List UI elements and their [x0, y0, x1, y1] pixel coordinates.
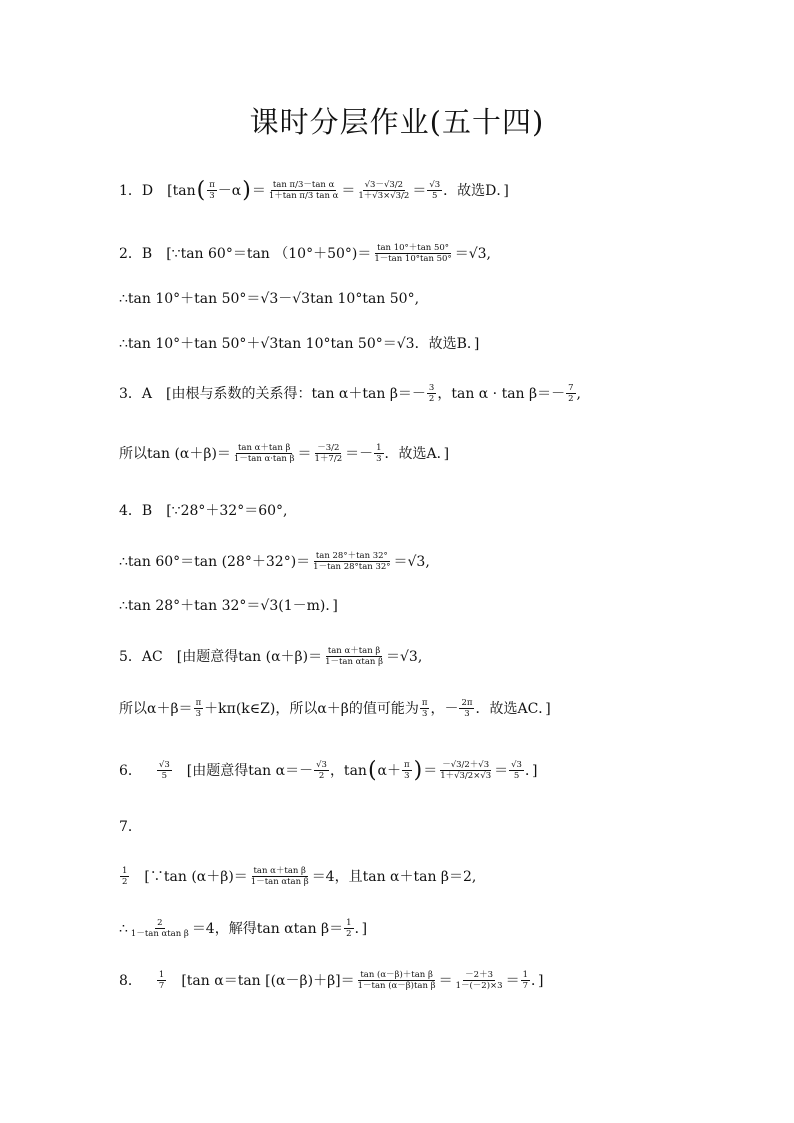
answer-label: 8． — [119, 972, 142, 989]
fraction — [267, 180, 341, 201]
text-run: ＝ — [297, 445, 312, 462]
fraction — [459, 698, 474, 719]
text-run: [由题意得tan (α＋β)＝ — [176, 648, 323, 665]
numerator: π — [404, 760, 410, 770]
text-run: ∴ — [119, 920, 128, 937]
fraction — [372, 243, 453, 264]
text-run: 所以tan (α＋β)＝ — [119, 445, 231, 462]
denominator: 5 — [161, 771, 168, 781]
answer-line — [119, 243, 491, 264]
fraction — [129, 918, 191, 939]
text-run: ．故选D．] — [443, 182, 509, 199]
text-run: α＋ — [377, 762, 401, 779]
denominator: 1－tan 28°tan 32° — [313, 562, 391, 572]
fraction — [454, 970, 505, 991]
text-run: [由题意得tan α＝－ — [172, 762, 314, 779]
denominator: 1＋7/2 — [314, 454, 343, 464]
text-run: , — [576, 385, 581, 402]
denominator: 3 — [464, 709, 470, 719]
denominator: 1＋√3/2×√3 — [440, 771, 492, 781]
answer-line — [119, 290, 419, 308]
denominator: 2 — [346, 929, 352, 939]
fraction — [521, 970, 530, 991]
text-run: －α — [217, 182, 242, 199]
denominator: 5 — [432, 191, 438, 201]
denominator: 2 — [568, 394, 574, 404]
text-run: ＝ — [438, 972, 453, 989]
fraction — [207, 180, 217, 201]
text-run: ＝－ — [345, 445, 374, 462]
text-run: ＝4，解得tan αtan β＝ — [191, 920, 344, 937]
answer-line — [119, 818, 156, 836]
text-run: ，tan α · tan β＝－ — [437, 385, 566, 402]
text-run: ，tan — [329, 762, 367, 779]
text-run: [∵28°＋32°＝60°, — [166, 503, 288, 519]
text-run: ＝√3, — [386, 648, 423, 665]
text-run: ＝4，且tan α＋tan β＝2, — [311, 868, 477, 885]
text-run: ＋kπ(k∈Z)，所以α＋β的值可能为 — [204, 700, 419, 717]
text-run: ．] — [354, 920, 368, 937]
denominator: 1－tan αtan β — [130, 929, 189, 939]
text-run: ＝√3, — [454, 245, 491, 262]
numerator: tan 10°＋tan 50° — [377, 243, 450, 253]
answer-line — [119, 177, 509, 203]
fraction — [427, 383, 436, 404]
numerator: tan α＋tan β — [327, 646, 381, 656]
fraction — [566, 383, 575, 404]
denominator: 3 — [404, 771, 410, 781]
numerator: √3－√3/2 — [364, 180, 404, 190]
text-run: [由根与系数的关系得：tan α＋tan β＝－ — [166, 385, 426, 402]
fraction — [311, 551, 392, 572]
fraction — [157, 760, 172, 781]
answer-label: 4．B — [119, 503, 153, 519]
denominator: 3 — [421, 709, 428, 719]
text-run: ＝ — [341, 182, 356, 199]
text-run: [∵tan 60°＝tan （10°＋50°)＝ — [166, 245, 372, 262]
page-title: 课时分层作业(五十四) — [249, 105, 545, 139]
text-run: ＝ — [412, 182, 427, 199]
denominator: 3 — [209, 191, 215, 201]
text-run: ＝ — [251, 182, 266, 199]
fraction — [313, 443, 345, 464]
answer-line — [119, 383, 581, 404]
answer-line — [119, 551, 430, 572]
text-run: ＝ — [494, 762, 509, 779]
denominator: 3 — [195, 709, 202, 719]
denominator: 2 — [318, 771, 325, 781]
numerator: π — [421, 698, 428, 708]
denominator: 1－tan (α－β)tan β — [357, 981, 436, 991]
numerator: －2＋3 — [465, 970, 493, 980]
fraction — [344, 918, 353, 939]
text-run: [tan α＝tan [(α－β)＋β]＝ — [167, 972, 355, 989]
paren-close: ) — [413, 757, 423, 783]
denominator: 7 — [522, 981, 528, 991]
numerator: π — [209, 180, 215, 190]
fraction — [120, 866, 129, 887]
numerator: tan π/3－tan α — [272, 180, 335, 190]
fraction — [427, 180, 442, 201]
paren-open: ( — [196, 177, 206, 203]
paren-open: ( — [367, 757, 377, 783]
answer-line — [119, 866, 476, 887]
answer-label: 2．B — [119, 245, 153, 262]
numerator: tan 28°＋tan 32° — [315, 551, 388, 561]
numerator: 2 — [157, 918, 163, 928]
fraction — [374, 443, 383, 464]
numerator: tan α＋tan β — [237, 443, 291, 453]
numerator: －√3/2＋√3 — [442, 760, 490, 770]
numerator: 7 — [568, 383, 574, 393]
answer-line — [119, 443, 449, 464]
denominator: 2 — [428, 394, 435, 404]
numerator: √3 — [158, 760, 170, 770]
answer-label: 7． — [119, 819, 142, 835]
numerator: 3 — [428, 383, 435, 393]
denominator: 3 — [376, 454, 382, 464]
denominator: 1－tan α·tan β — [233, 454, 295, 464]
fraction — [509, 760, 524, 781]
text-run: ＝ — [423, 762, 438, 779]
paren-close: ) — [242, 177, 251, 203]
text-run: ∴tan 10°＋tan 50°＋√3tan 10°tan 50°＝√3．故选B．] — [119, 336, 480, 352]
text-run: ，－ — [430, 700, 459, 717]
fraction — [420, 698, 430, 719]
fraction — [438, 760, 493, 781]
fraction — [356, 180, 411, 201]
denominator: 1－tan 10°tan 50° — [374, 254, 452, 264]
denominator: 1－tan αtan β — [250, 877, 309, 887]
numerator: tan α＋tan β — [253, 866, 306, 876]
denominator: 7 — [158, 981, 165, 991]
denominator: 1－(－2)×3 — [455, 981, 503, 991]
fraction — [232, 443, 297, 464]
fraction — [323, 646, 385, 667]
answer-line — [119, 698, 551, 719]
numerator: 2π — [461, 698, 473, 708]
text-run: ．] — [524, 762, 538, 779]
text-run: ．故选A．] — [384, 445, 450, 462]
denominator: 1＋tan π/3 tan α — [268, 191, 339, 201]
numerator: tan (α－β)＋tan β — [360, 970, 433, 980]
numerator: 1 — [122, 866, 128, 876]
fraction — [194, 698, 204, 719]
numerator: 1 — [376, 443, 382, 453]
numerator: √3 — [511, 760, 522, 770]
fraction — [356, 970, 438, 991]
text-run: ∴tan 60°＝tan (28°＋32°)＝ — [119, 553, 311, 570]
answer-label: 6． — [119, 762, 142, 779]
text-run: ∴tan 10°＋tan 50°＝√3－√3tan 10°tan 50°, — [119, 291, 420, 307]
answer-label: 5．AC — [119, 648, 163, 665]
text-run: ＝ — [505, 972, 520, 989]
fraction — [314, 760, 329, 781]
fraction — [402, 760, 412, 781]
denominator: 5 — [513, 771, 520, 781]
answer-line — [119, 757, 538, 783]
denominator: 2 — [122, 877, 128, 887]
text-run: ．] — [530, 972, 544, 989]
numerator: 1 — [346, 918, 352, 928]
text-run: [tan — [167, 182, 196, 199]
answer-label: 3．A — [119, 385, 153, 402]
answer-line — [119, 918, 367, 939]
numerator: √3 — [316, 760, 327, 770]
numerator: －3/2 — [317, 443, 340, 453]
text-run: ∴tan 28°＋tan 32°＝√3(1－m)．] — [119, 598, 338, 614]
numerator: π — [195, 698, 202, 708]
text-run: ＝√3, — [393, 553, 430, 570]
numerator: 1 — [158, 970, 165, 980]
answer-line — [119, 970, 543, 991]
answer-line — [119, 646, 422, 667]
answer-label: 1．D — [119, 182, 154, 199]
answer-line — [119, 597, 338, 615]
denominator: 1＋√3×√3/2 — [358, 191, 410, 201]
fraction — [249, 866, 311, 887]
denominator: 1－tan αtan β — [325, 657, 383, 667]
text-run: ．故选AC．] — [475, 700, 551, 717]
numerator: √3 — [429, 180, 441, 190]
answer-line — [119, 335, 479, 353]
text-run: [∵tan (α＋β)＝ — [130, 868, 248, 885]
fraction — [157, 970, 166, 991]
text-run: 所以α＋β＝ — [119, 700, 193, 717]
answer-line — [119, 502, 287, 520]
numerator: 1 — [522, 970, 528, 980]
